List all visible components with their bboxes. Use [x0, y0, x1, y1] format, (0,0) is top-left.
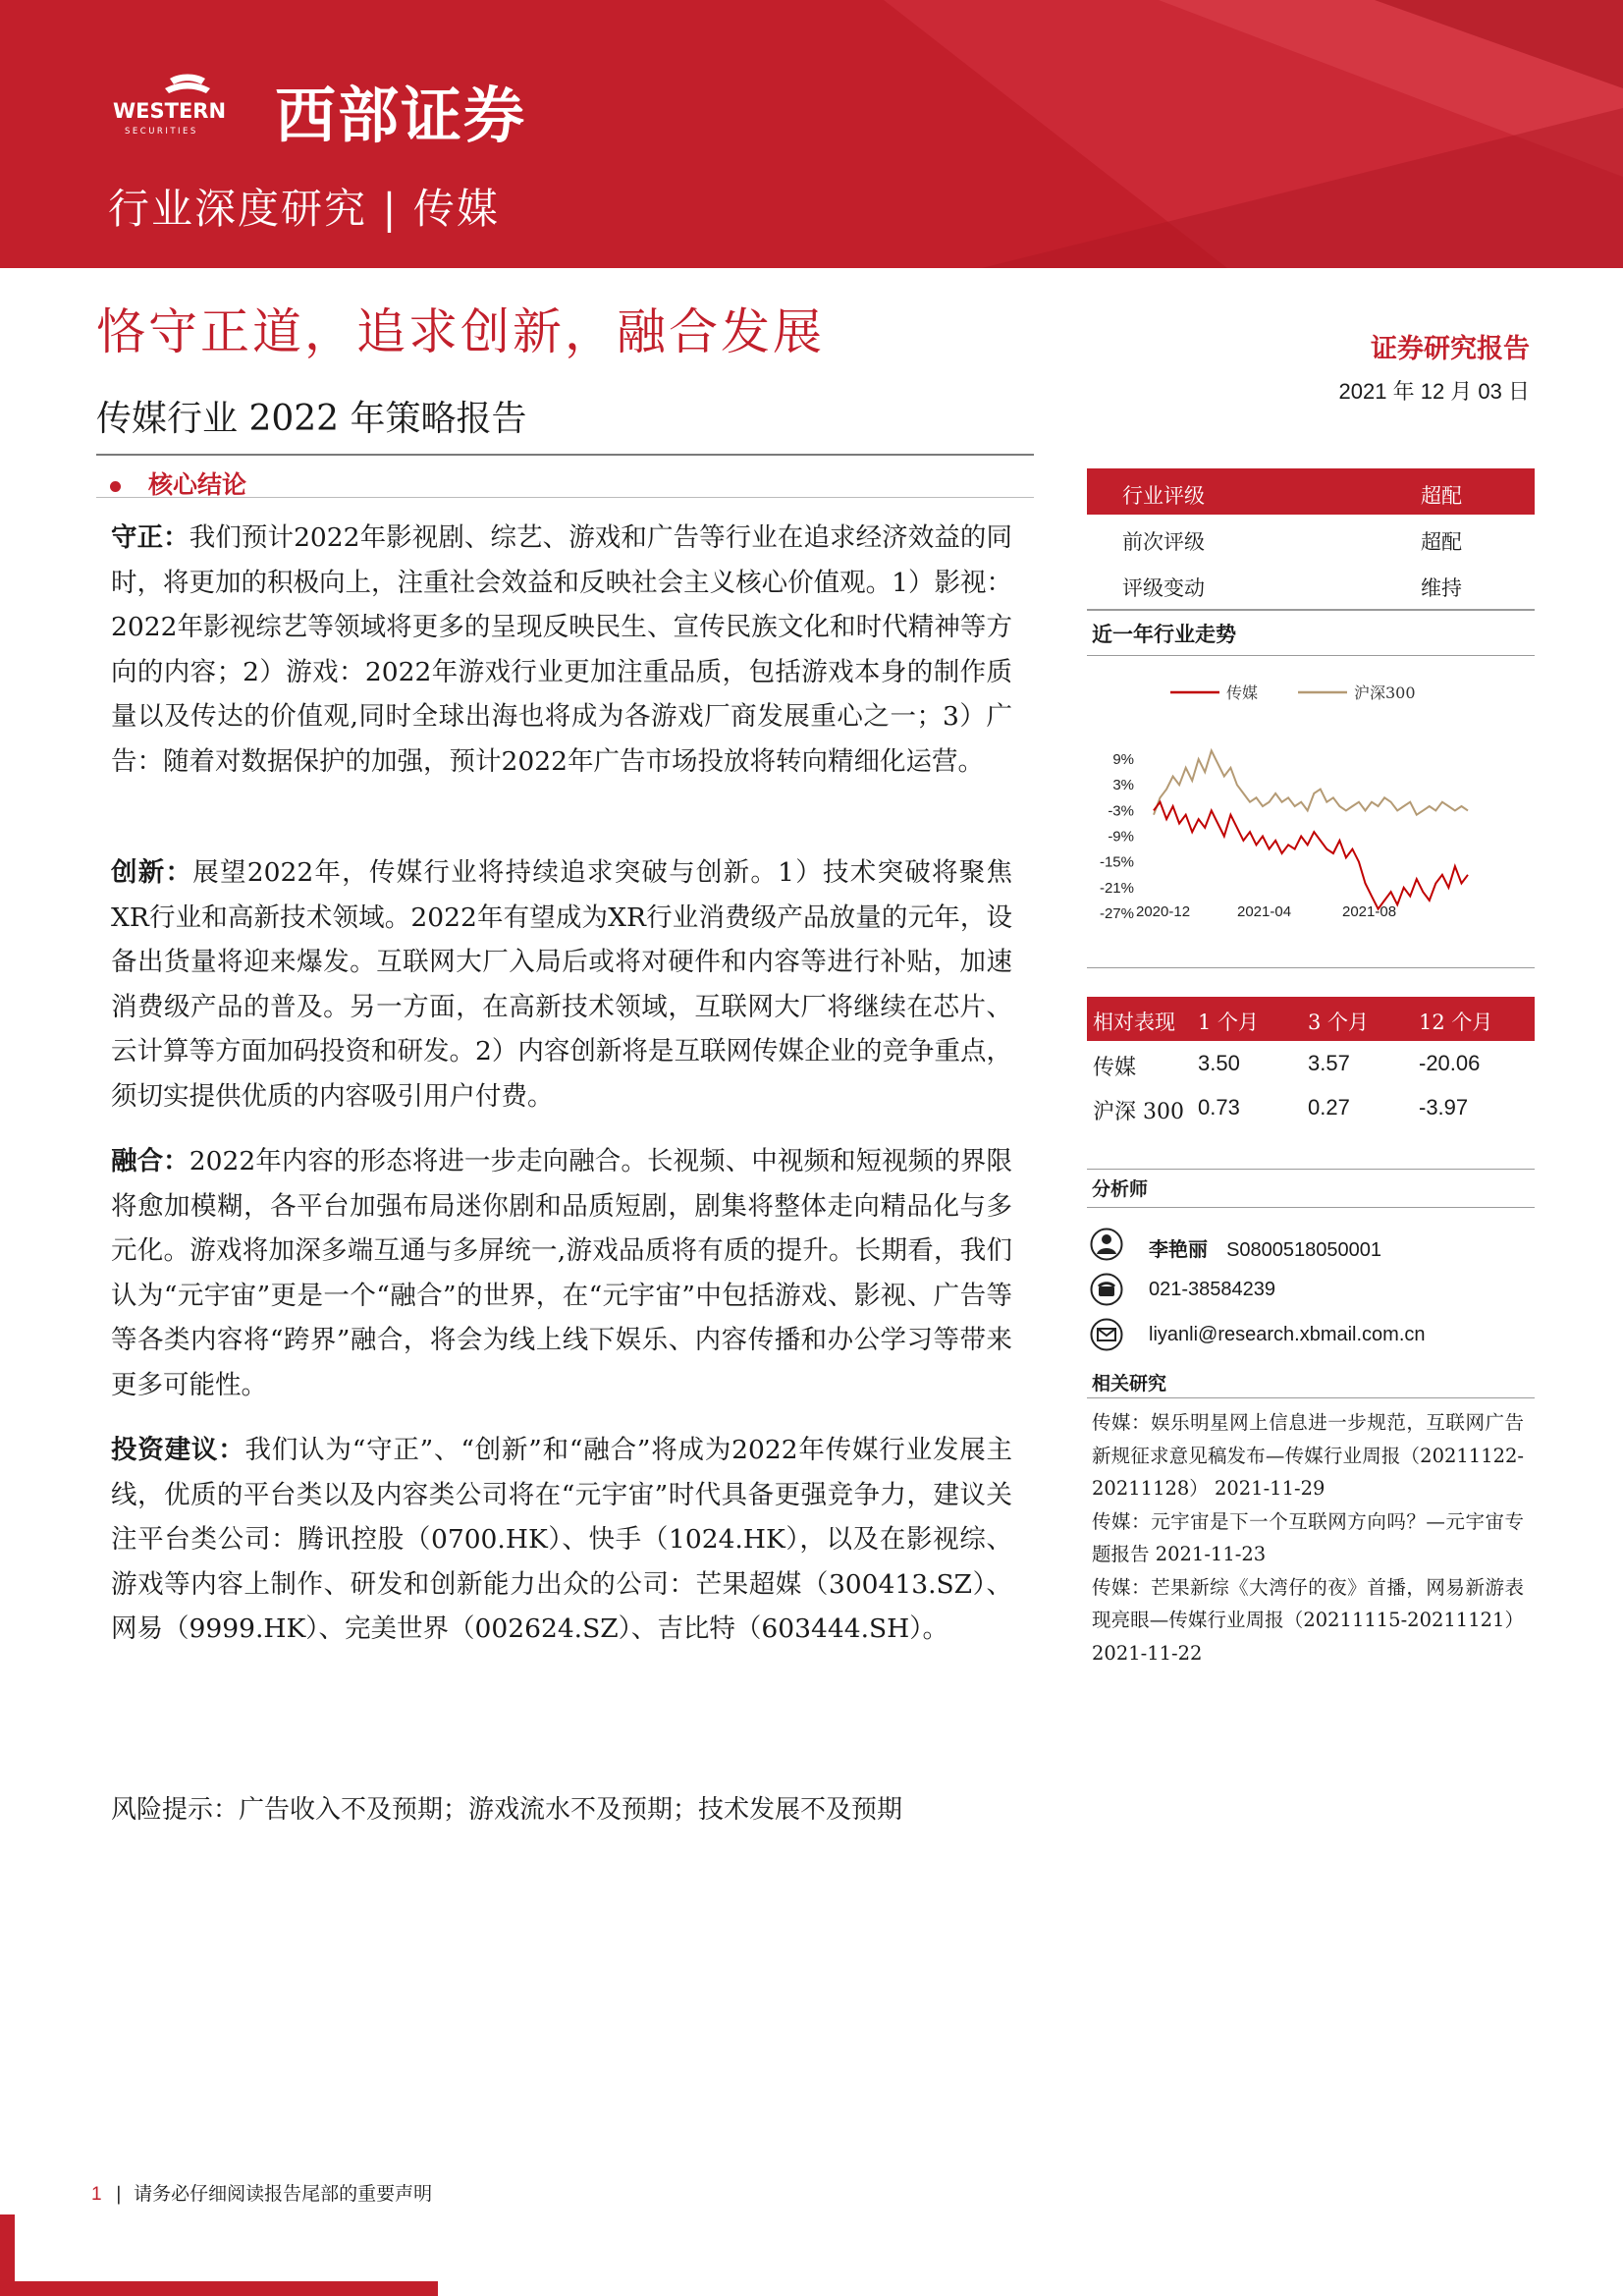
rating-row [1087, 468, 1535, 515]
risk-warning: 风险提示：广告收入不及预期；游戏流水不及预期；技术发展不及预期 [111, 1795, 903, 1825]
bullet-icon [110, 481, 121, 492]
core-heading-text: 核心结论 [148, 470, 247, 499]
footer-disclaimer: 请务必仔细阅读报告尾部的重要声明 [134, 2183, 433, 2205]
rating-value: 维持 [1421, 576, 1462, 600]
table-cell: 3.57 [1308, 1051, 1350, 1075]
analyst-heading: 分析师 [1092, 1178, 1149, 1200]
brand-name: 西部证券 [275, 80, 527, 151]
rating-value: 超配 [1421, 530, 1462, 554]
rating-table [1087, 468, 1535, 607]
x-tick-label: 2021-08 [1342, 903, 1397, 920]
divider [1087, 1397, 1535, 1398]
y-tick-label: 9% [1112, 751, 1134, 769]
column-header: 1 个月 [1198, 1011, 1260, 1034]
y-tick-label: -15% [1099, 853, 1134, 871]
table-cell: 0.27 [1308, 1095, 1350, 1120]
footer-accent-bar [0, 2281, 438, 2296]
report-main-title: 恪守正道，追求创新，融合发展 [96, 303, 825, 360]
related-research-heading: 相关研究 [1092, 1373, 1167, 1394]
rating-row [1087, 561, 1535, 607]
divider [1087, 655, 1535, 656]
core-conclusion-heading [110, 465, 246, 501]
chart-legend [1170, 683, 1416, 702]
relative-performance-table [1087, 997, 1535, 1129]
paragraph-text: 我们认为“守正”、“创新”和“融合”将成为2022年传媒行业发展主线，优质的平台类以及内容类公司将在“元宇宙”时代具备更强竞争力，建议关注平台类公司：腾讯控股（0700.HK）、快手（1024.HK），以及在影视综、游戏等内容上制作、研发和创新能力出众的公司：芒果超媒（300413.SZ）、网易（9999.HK）、完美世界（002624.SZ）、吉比特（603444.SH）。 [111, 1435, 1012, 1644]
table-row [1087, 1085, 1535, 1129]
paragraph-text: 我们预计2022年影视剧、综艺、游戏和广告等行业在追求经济效益的同时，将更加的积极向上，注重社会效益和反映社会主义核心价值观。1）影视：2022年影视综艺等领域将更多的呈现反映民生、宣传民族文化和时代精神等方向的内容；2）游戏：2022年游戏行业更加注重品质，包括游戏本身的制作质量以及传达的价值观,同时全球出海也将成为各游戏厂商发展重心之一；3）广告：随着对数据保护的加强，预计2022年广告市场投放将转向精细化运营。 [111, 522, 1012, 777]
rating-key: 前次评级 [1122, 530, 1205, 554]
table-cell: 0.73 [1198, 1095, 1240, 1120]
divider [1087, 1207, 1535, 1208]
phone-icon [1090, 1273, 1123, 1306]
column-header: 12 个月 [1419, 1011, 1493, 1034]
analyst-name-line [1149, 1233, 1381, 1262]
table-cell: 3.50 [1198, 1051, 1240, 1075]
series-line [1154, 802, 1468, 909]
paragraph-chuangxin [111, 850, 1012, 1119]
analyst-cert: S0800518050001 [1226, 1239, 1382, 1261]
trend-chart [1087, 663, 1535, 928]
legend-label: 沪深300 [1354, 683, 1416, 702]
table-cell: -20.06 [1419, 1051, 1481, 1075]
related-research-list [1092, 1406, 1524, 1669]
divider [1087, 609, 1535, 611]
paragraph-label: 投资建议： [111, 1435, 245, 1465]
x-tick-label: 2020-12 [1136, 903, 1191, 920]
related-research-item[interactable]: 传媒：芒果新综《大湾仔的夜》首播，网易新游表现亮眼—传媒行业周报（20211115-20211121） 2021-11-22 [1092, 1575, 1524, 1665]
table-row [1087, 1041, 1535, 1085]
paragraph-shouzheng [111, 516, 1012, 784]
y-tick-label: -21% [1099, 879, 1134, 897]
rating-value: 超配 [1421, 484, 1462, 508]
column-header: 相对表现 [1093, 1011, 1175, 1034]
person-icon [1090, 1228, 1123, 1261]
page-number: 1 [91, 2184, 102, 2205]
chart-x-axis [1136, 903, 1396, 920]
divider [1087, 1169, 1535, 1170]
analyst-name: 李艳丽 [1149, 1237, 1208, 1261]
related-research-item[interactable]: 传媒：娱乐明星网上信息进一步规范，互联网广告新规征求意见稿发布—传媒行业周报（20211122-20211128） 2021-11-29 [1092, 1411, 1524, 1500]
paragraph-label: 守正： [111, 522, 189, 553]
table-cell: -3.97 [1419, 1095, 1469, 1120]
paragraph-label: 创新： [111, 857, 193, 888]
trend-title: 近一年行业走势 [1092, 622, 1236, 646]
analyst-email[interactable]: liyanli@research.xbmail.com.cn [1149, 1324, 1426, 1345]
series-line [1154, 750, 1468, 814]
paragraph-ronghe [111, 1139, 1012, 1407]
analyst-phone: 021-38584239 [1149, 1279, 1276, 1300]
svg-text:WESTERN: WESTERN [113, 99, 227, 123]
western-securities-logo [111, 71, 258, 141]
rating-key: 行业评级 [1122, 484, 1205, 508]
paragraph-label: 融合： [111, 1146, 189, 1176]
report-date: 2021 年 12 月 03 日 [1338, 379, 1530, 404]
table-cell: 传媒 [1093, 1056, 1137, 1080]
legend-label: 传媒 [1226, 683, 1259, 702]
paragraph-text: 展望2022年，传媒行业将持续追求突破与创新。1）技术突破将聚焦XR行业和高新技术领域。2022年有望成为XR行业消费级产品放量的元年，设备出货量将迎来爆发。互联网大厂入局后或将对硬件和内容等进行补贴，加速消费级产品的普及。另一方面，在高新技术领域，互联网大厂将继续在芯片、云计算等方面加码投资和研发。2）内容创新将是互联网传媒企业的竞争重点，须切实提供优质的内容吸引用户付费。 [111, 857, 1012, 1112]
report-subtitle: 传媒行业 2022 年策略报告 [96, 399, 527, 439]
rating-row [1087, 515, 1535, 561]
paragraph-text: 2022年内容的形态将进一步走向融合。长视频、中视频和短视频的界限将愈加模糊，各平台加强布局迷你剧和品质短剧，剧集将整体走向精品化与多元化。游戏将加深多端互通与多屏统一,游戏品质将有质的提升。长期看，我们认为“元宇宙”更是一个“融合”的世界，在“元宇宙”中包括游戏、影视、广告等等各类内容将“跨界”融合，将会为线上线下娱乐、内容传播和办公学习等带来更多可能性。 [111, 1146, 1012, 1400]
footer-separator: | [115, 2183, 122, 2205]
column-header: 3 个月 [1308, 1011, 1370, 1034]
report-type: 证券研究报告 [1371, 334, 1530, 364]
email-icon [1090, 1318, 1123, 1351]
chart-y-axis [1100, 751, 1134, 922]
svg-text:SECURITIES: SECURITIES [125, 127, 198, 137]
y-tick-label: -27% [1099, 905, 1134, 922]
divider [1087, 967, 1535, 968]
table-cell: 沪深 300 [1093, 1100, 1184, 1124]
related-research-item[interactable]: 传媒：元宇宙是下一个互联网方向吗？—元宇宙专题报告 2021-11-23 [1092, 1509, 1524, 1565]
y-tick-label: -3% [1108, 802, 1134, 820]
header-banner [0, 0, 1623, 268]
divider [96, 454, 1034, 456]
report-category: 行业深度研究 | 传媒 [108, 185, 500, 233]
x-tick-label: 2021-04 [1237, 903, 1292, 920]
table-header [1087, 997, 1535, 1041]
page-footer [91, 2179, 432, 2206]
chart-series [1154, 750, 1468, 908]
y-tick-label: -9% [1108, 828, 1134, 846]
rating-key: 评级变动 [1122, 576, 1205, 600]
y-tick-label: 3% [1112, 777, 1134, 794]
paragraph-investment [111, 1428, 1012, 1652]
